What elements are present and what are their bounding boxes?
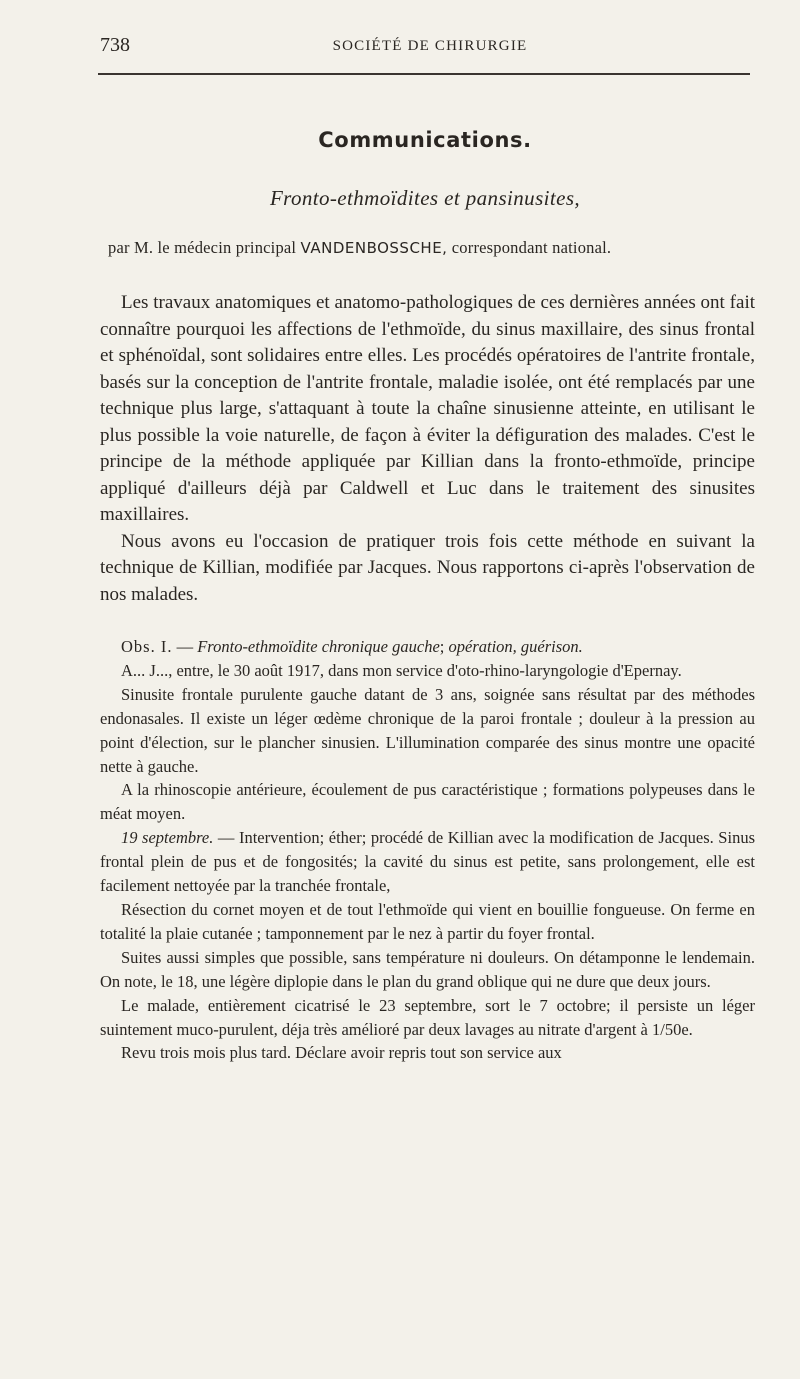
intervention-text: — Intervention; éther; procédé de Killian avec la modification de Jacques. Sinus frontal plein de pus et de fongosités; la cavité du sinus est petite, sans prolongement, elle est facilement nettoyée par la tranchée frontale,: [100, 828, 755, 896]
section-title: Communications.: [318, 128, 532, 152]
intervention-date: 19 septembre.: [121, 828, 214, 848]
observation-title: Fronto-ethmoïdite chronique gauche: [197, 637, 440, 656]
observation-separator: ;: [439, 637, 449, 656]
page-number: 738: [100, 34, 130, 56]
observation-paragraph: [100, 826, 755, 898]
observation-label: Obs. I.: [121, 637, 173, 656]
running-title: SOCIÉTÉ DE CHIRURGIE: [332, 38, 528, 54]
observation-outcome: opération, guérison.: [448, 637, 583, 656]
observation-paragraph: Sinusite frontale purulente gauche datant de 3 ans, soignée sans résultat par des méthodes endonasales. Il existe un léger œdème chronique de la paroi frontale ; douleur à la pression au point d'élection, sur le plancher sinusien. L'illumination comparée des sinus montre une opacité nette à gauche.: [100, 684, 755, 776]
header-rule: [98, 73, 750, 75]
observation-paragraph: Le malade, entièrement cicatrisé le 23 septembre, sort le 7 octobre; il persiste un léger suintement muco-purulent, déja très amélioré par deux lavages au nitrate d'argent à 1/50e.: [100, 995, 755, 1039]
intro-paragraph: Nous avons eu l'occasion de pratiquer trois fois cette méthode en suivant la technique de Killian, modifiée par Jacques. Nous rapportons ci-après l'observation de nos malades.: [100, 530, 755, 605]
observation-paragraph: A la rhinoscopie antérieure, écoulement de pus caractéristique ; formations polypeuses dans le méat moyen.: [100, 780, 755, 824]
observation: [100, 635, 755, 1065]
observation-paragraph: Revu trois mois plus tard. Déclare avoir repris tout son service aux: [121, 1043, 562, 1063]
article-body: [100, 290, 755, 1065]
byline: [108, 238, 611, 258]
byline-suffix: correspondant national.: [447, 238, 612, 257]
observation-dash: —: [172, 637, 198, 656]
byline-prefix: par M. le médecin principal: [108, 238, 301, 257]
observation-paragraph: Suites aussi simples que possible, sans température ni douleurs. On détamponne le lendemain. On note, le 18, une légère diplopie dans le plan du grand oblique qui ne dure que deux jours.: [100, 947, 755, 991]
observation-paragraph: Résection du cornet moyen et de tout l'ethmoïde qui vient en bouillie fongueuse. On ferme en totalité la plaie cutanée ; tamponnement par le nez à partir du foyer frontal.: [100, 899, 755, 943]
observation-heading: [100, 635, 755, 659]
introduction: [100, 290, 755, 608]
intro-paragraph: Les travaux anatomiques et anatomo-pathologiques de ces dernières années ont fait connaître pourquoi les affections de l'ethmoïde, du sinus maxillaire, des sinus frontal et sphénoïdal, sont solidaires entre elles. Les procédés opératoires de l'antrite frontale, basés sur la conception de l'antrite frontale, maladie isolée, ont été remplacés par une technique plus large, s'attaquant à toute la chaîne sinusienne atteinte, en utilisant le plus possible la voie naturelle, de façon à éviter la défiguration des malades. C'est le principe de la méthode appliquée par Killian dans la fronto-ethmoïde, principe appliqué d'ailleurs déjà par Caldwell et Luc dans le traitement des sinusites maxillaires.: [100, 292, 755, 525]
page-header: [100, 34, 760, 64]
observation-patient: A... J..., entre, le 30 août 1917, dans mon service d'oto-rhino-laryngologie d'Epernay.: [121, 660, 682, 680]
article-title: Fronto-ethmoïdites et pansinusites,: [269, 186, 581, 210]
byline-author: VANDENBOSSCHE,: [300, 239, 448, 257]
